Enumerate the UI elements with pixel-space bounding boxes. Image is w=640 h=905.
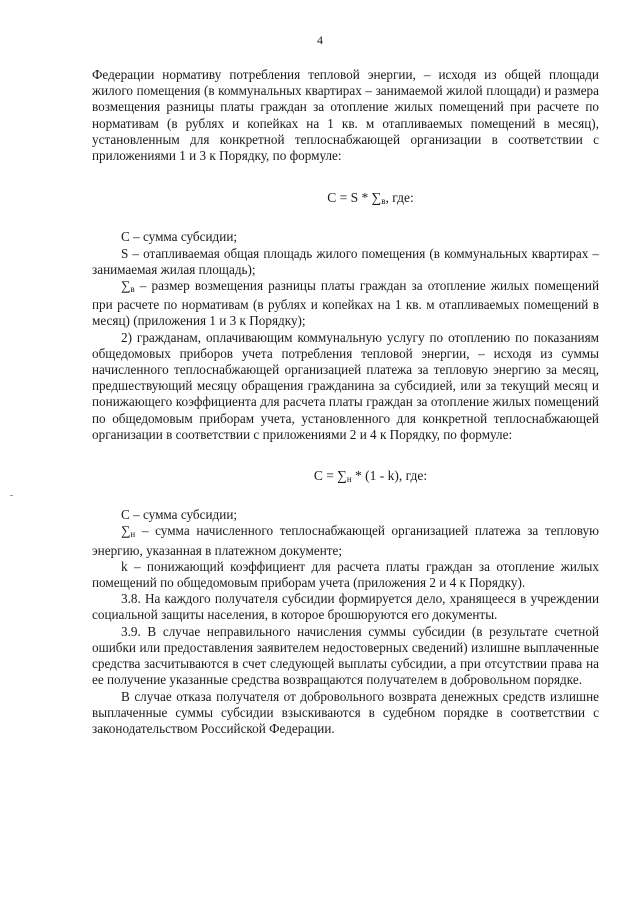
sum-subscript: в [130,284,135,295]
definition-k: k – понижающий коэффициент для расчета платы граждан за отопление жилых помещений по общедомовым приборам учета (приложения 2 и 4 к Порядку). [92,558,599,591]
definition-sum-n-text: – сумма начисленного теплоснабжающей организацией платежа за тепловую энергию, указанная в платежном документе; [92,523,599,558]
paragraph-3-8: 3.8. На каждого получателя субсидии формируется дело, хранящееся в учреждении социальной защиты населения, в которое брошюруются его документы. [92,591,599,623]
paragraph-item-2: 2) гражданам, оплачивающим коммунальную услугу по отоплению по показаниям общедомовых приборов учета потребления тепловой энергии, – исходя из суммы начисленного теплоснабжающей организацией платежа за тепловую энергию за месяц, предшествующий месяцу обращения гражданина за субсидией, или за текущий месяц и понижающего коэффициента для расчета платы граждан за отопление жилых помещений по общедомовым приборам учета, установленного для конкретной теплоснабжающей организации в соответствии с приложениями 2 и 4 к Порядку, по формуле: [92,329,599,442]
formula-by-norm [92,190,599,209]
definition-sum-n [92,523,599,558]
page-number: 4 [317,33,323,47]
formula-by-meter [92,468,599,487]
definition-sum-v [92,278,599,330]
definition-sum-v-text: – размер возмещения разницы платы граждан за отопление жилых помещений при расчете по нормативам (в рублях и копейках на 1 кв. м отапливаемых помещений в месяц) (приложения 1 и 3 к Порядку); [92,278,599,329]
sum-symbol: ∑ [121,523,131,539]
sum-subscript: н [130,529,136,540]
paragraph-continuation: Федерации нормативу потребления тепловой энергии, – исходя из общей площади жилого помещения (в коммунальных квартирах – занимаемой жилой площади) и размера возмещения разницы платы граждан за отопление жилых помещений при расчете по нормативам (в рублях и копейках на 1 кв. м отапливаемых помещений в месяц), установленным для конкретной теплоснабжающей организации в соответствии с приложениями 1 и 3 к Порядку, по формуле: [92,67,599,164]
margin-mark [10,495,13,496]
definition-c: С – сумма субсидии; [121,229,238,245]
definition-c-2: С – сумма субсидии; [121,507,238,523]
formula-by-norm-subscript: в [381,196,386,207]
paragraph-3-9: 3.9. В случае неправильного начисления суммы субсидии (в результате счетной ошибки или предоставления заявителем недостоверных сведений) излишне выплаченные средства засчитываются в счет следующей выплаты субсидии, а при отсутствии права на ее получение указанные средства возвращаются получателем в добровольном порядке. [92,623,599,688]
formula-by-meter-main: C = ∑ [313,468,347,484]
formula-by-meter-tail: * (1 - k), где: [351,468,428,484]
paragraph-refusal: В случае отказа получателя от добровольного возврата денежных средств излишне выплаченные суммы субсидии взыскиваются в судебном порядке в соответствии с законодательством Российской Федерации. [92,688,599,736]
formula-by-meter-subscript: н [346,474,352,485]
sum-symbol: ∑ [121,278,131,294]
formula-by-norm-tail: , где: [385,190,414,206]
definition-s: S – отапливаемая общая площадь жилого помещения (в коммунальных квартирах – занимаемая жилая площадь); [92,245,599,277]
formula-by-norm-main: C = S * ∑ [327,190,382,206]
document-body [92,67,599,737]
